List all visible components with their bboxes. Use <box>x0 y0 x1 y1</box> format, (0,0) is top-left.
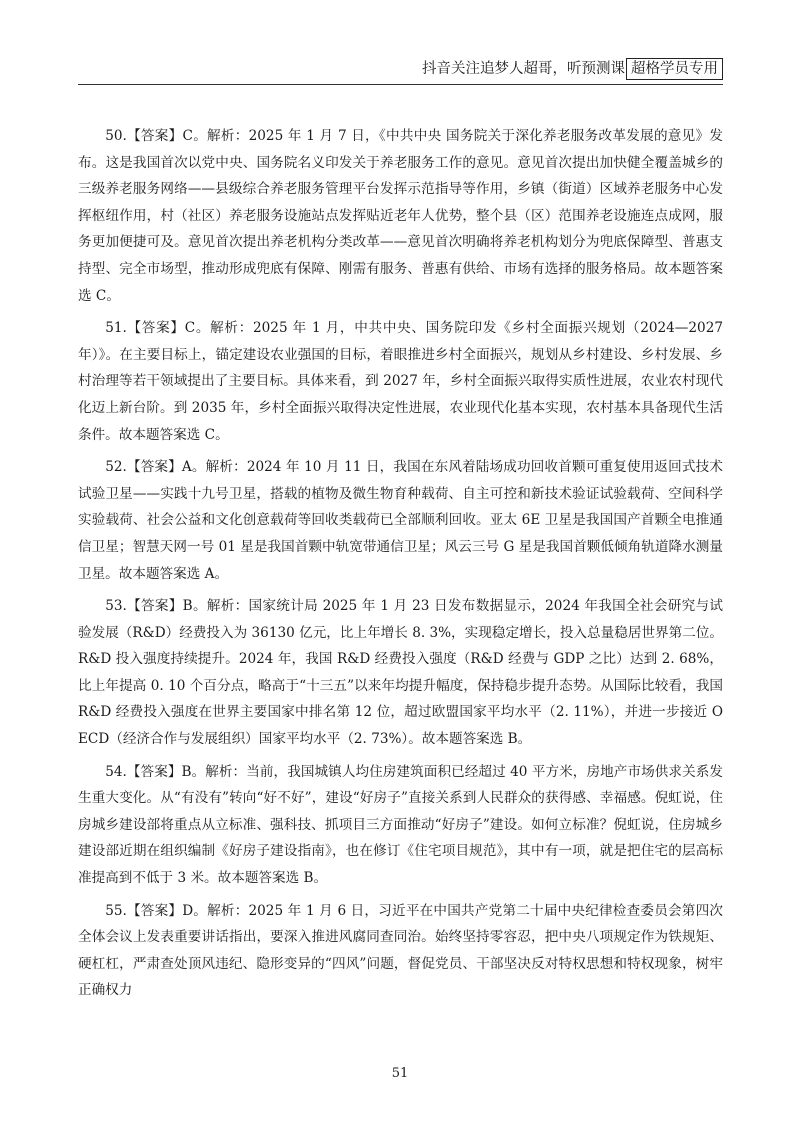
answer-paragraph-51: 51.【答案】C。解析：2025 年 1 月，中共中央、国务院印发《乡村全面振兴规划（2024—2027 年）》。在主要目标上，锚定建设农业强国的目标，着眼推进乡村全面振兴，规划从乡村建设、乡村发展、乡村治理等若干领域提出了主要目标。具体来看，到 2027 年，乡村全面振兴取得实质性进展，农业农村现代化迈上新台阶。到 2035 年，乡村全面振兴取得决定性进展，农业现代化基本实现，农村基本具备现代生活条件。故本题答案选 C。 <box>78 320 723 443</box>
answer-explanations <box>78 123 723 1010</box>
answer-paragraph-54: 54.【答案】B。解析：当前，我国城镇人均住房建筑面积已经超过 40 平方米，房地产市场供求关系发生重大变化。从“有没有”转向“好不好”，建设“好房子”直接关系到人民群众的获得感、幸福感。倪虹说，住房城乡建设部将重点从立标准、强科技、抓项目三方面推动“好房子”建设。如何立标准？倪虹说，住房城乡建设部近期在组织编制《好房子建设指南》，也在修订《住宅项目规范》，其中有一项，就是把住宅的层高标准提高到不低于 3 米。故本题答案选 B。 <box>78 763 723 887</box>
answer-paragraph-50: 50.【答案】C。解析：2025 年 1 月 7 日，《中共中央 国务院关于深化养老服务改革发展的意见》发布。这是我国首次以党中央、国务院名义印发关于养老服务工作的意见。意见首次提出加快健全覆盖城乡的三级养老服务网络——县级综合养老服务管理平台发挥示范指导等作用，乡镇（街道）区域养老服务中心发挥枢纽作用，村（社区）养老服务设施站点发挥贴近老年人优势，整个县（区）范围养老设施连点成网，服务更加便捷可及。意见首次提出养老机构分类改革——意见首次明确将养老机构划分为兜底保障型、普惠支持型、完全市场型，推动形成兜底有保障、刚需有服务、普惠有供给、市场有选择的服务格局。故本题答案选 C。 <box>78 128 723 304</box>
header-note: 抖音关注追梦人超哥，听预测课 <box>422 61 625 77</box>
answer-paragraph-55: 55.【答案】D。解析：2025 年 1 月 6 日，习近平在中国共产党第二十届中央纪律检查委员会第四次全体会议上发表重要讲话指出，要深入推进风腐同查同治。始终坚持零容忍，把中央八项规定作为铁规矩、硬杠杠，严肃查处顶风违纪、隐形变异的“四风”问题，督促党员、干部坚决反对特权思想和特权现象，树牢正确权力 <box>78 902 723 999</box>
answer-paragraph-53: 53.【答案】B。解析：国家统计局 2025 年 1 月 23 日发布数据显示，2024 年我国全社会研究与试验发展（R&D）经费投入为 36130 亿元，比上年增长 8. 3%，实现稳定增长，投入总量稳居世界第二位。R&D 投入强度持续提升。2024 年，我国 R&D 经费投入强度（R&D 经费与 GDP 之比）达到 2. 68%，比上年提高 0. 10 个百分点，略高于“十三五”以来年均提升幅度，保持稳步提升态势。从国际比较看，我国 R&D 经费投入强度在世界主要国家中排名第 12 位，超过欧盟国家平均水平（2. 11%），并进一步接近 OECD（经济合作与发展组织）国家平均水平（2. 73%）。故本题答案选 B。 <box>78 598 723 748</box>
page-number: 51 <box>391 1066 409 1081</box>
answer-paragraph-52: 52.【答案】A。解析：2024 年 10 月 11 日，我国在东风着陆场成功回收首颗可重复使用返回式技术试验卫星——实践十九号卫星，搭载的植物及微生物育种载荷、自主可控和新技术验证试验载荷、空间科学实验载荷、社会公益和文化创意载荷等回收类载荷已全部顺利回收。亚太 6E 卫星是我国国产首颗全电推通信卫星；智慧天网一号 01 星是我国首颗中轨宽带通信卫星；风云三号 G 星是我国首颗低倾角轨道降水测量卫星。故本题答案选 A。 <box>78 459 723 582</box>
header-tag: 超格学员专用 <box>626 58 723 80</box>
header-rule <box>78 84 723 85</box>
page-header <box>422 58 723 80</box>
